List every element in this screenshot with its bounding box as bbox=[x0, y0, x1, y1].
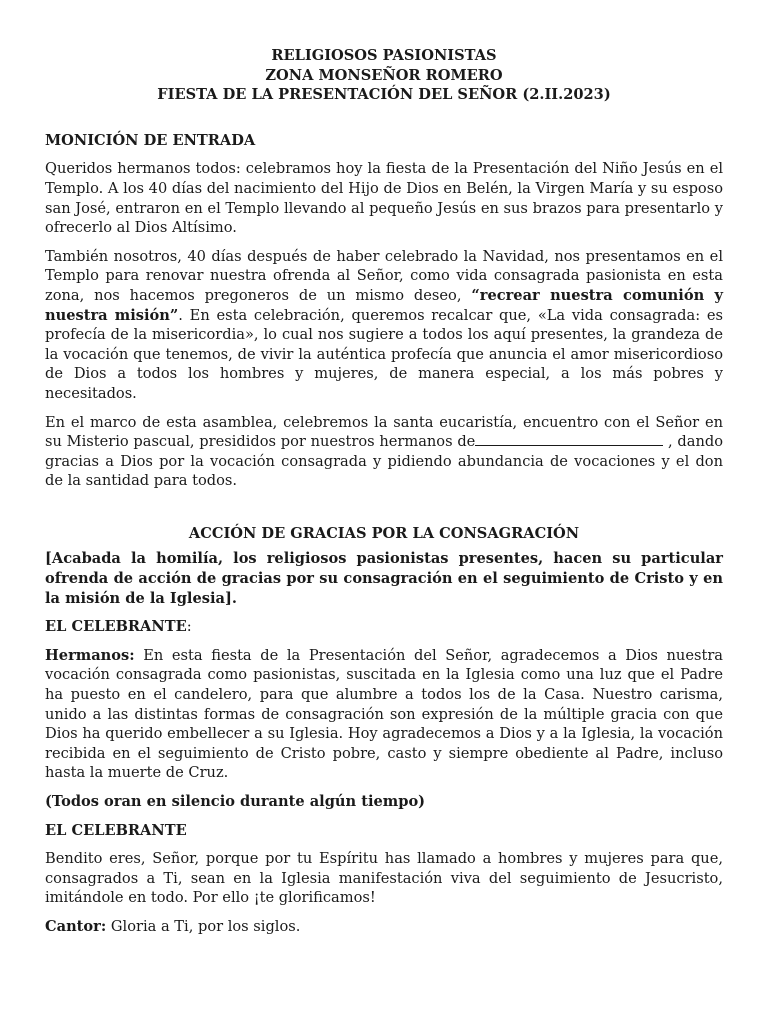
header-line-2: ZONA MONSEÑOR ROMERO bbox=[265, 66, 503, 84]
header-line-1: RELIGIOSOS PASIONISTAS bbox=[271, 47, 497, 64]
paragraph-tambien-rest: . En esta celebración, queremos recalcar que, «La vida consagrada: es profecía de la misericordia», lo cual nos sugiere a todos los aquí presentes, la grandeza de la vocación que tenemos, de vivir la auténtica profecía que anuncia el amor misericordioso de Dios a todos los hombres y mujeres, de manera especial, a los más pobres y necesitados. bbox=[45, 306, 723, 402]
paragraph-tambien-text: También nosotros, 40 días después de haber celebrado la Navidad, nos presentamos en el Templo para renovar nuestra ofrenda al Señor, como vida consagrada pasionista en esta zona, nos hacemos pregoneros de un mismo deseo, bbox=[45, 247, 723, 304]
section-title-accion-de-gracias: ACCIÓN DE GRACIAS POR LA CONSAGRACIÓN bbox=[188, 524, 580, 542]
document-header bbox=[45, 46, 723, 105]
paragraph-bendito: Bendito eres, Señor, porque por tu Espíritu has llamado a hombres y mujeres para que, consagrados a Ti, sean en la Iglesia manifestación viva del seguimiento de Jesucristo, imitándole en todo. Por ello ¡te glorificamos! bbox=[45, 850, 723, 907]
paragraph-asamblea bbox=[45, 413, 723, 491]
fill-in-blank-line[interactable] bbox=[475, 432, 663, 446]
celebrante-heading-2: EL CELEBRANTE bbox=[45, 821, 187, 839]
celebrante-heading-1 bbox=[45, 617, 723, 637]
paragraph-hermanos bbox=[45, 646, 723, 783]
rubric-silence: (Todos oran en silencio durante algún tiempo) bbox=[45, 793, 426, 810]
rubric-instruction: [Acabada la homilía, los religiosos pasionistas presentes, hacen su particular ofrenda de acción de gracias por su consagración en el seguimiento de Cristo y en la misión de la Iglesia]. bbox=[45, 550, 723, 607]
celebrante-label-1: EL CELEBRANTE bbox=[45, 618, 187, 636]
motto-bold: “recrear nuestra comunión y nuestra misión” bbox=[45, 286, 723, 324]
paragraph-tambien bbox=[45, 247, 723, 404]
header-line-3: FIESTA DE LA PRESENTACIÓN DEL SEÑOR (2.II.2023) bbox=[157, 86, 611, 104]
paragraph-cantor bbox=[45, 917, 723, 937]
hermanos-label: Hermanos: bbox=[45, 646, 135, 664]
paragraph-asamblea-rest: , dando gracias a Dios por la vocación consagrada y pidiendo abundancia de vocaciones y el don de la santidad para todos. bbox=[45, 433, 723, 490]
paragraph-intro: Queridos hermanos todos: celebramos hoy la fiesta de la Presentación del Niño Jesús en el Templo. A los 40 días del nacimiento del Hijo de Dios en Belén, la Virgen María y su esposo san José, entraron en el Templo llevando al pequeño Jesús en sus brazos para presentarlo y ofrecerlo al Dios Altísimo. bbox=[45, 160, 723, 237]
paragraph-asamblea-text: En el marco de esta asamblea, celebremos la santa eucaristía, encuentro con el Señor en su Misterio pascual, presididos por nuestros hermanos de bbox=[45, 413, 723, 451]
celebrante-colon: : bbox=[186, 618, 192, 636]
cantor-text: Gloria a Ti, por los siglos. bbox=[106, 917, 301, 935]
hermanos-text: En esta fiesta de la Presentación del Señor, agradecemos a Dios nuestra vocación consagrada como pasionistas, suscitada en la Iglesia como una luz que el Padre ha puesto en el candelero, para que alumbre a todos los de la Casa. Nuestro carisma, unido a las distintas formas de consagración son expresión de la múltiple gracia con que Dios ha querido embellecer a su Iglesia. Hoy agradecemos a Dios y a la Iglesia, la vocación recibida en el seguimiento de Cristo pobre, casto y siempre obediente al Padre, incluso hasta la muerte de Cruz. bbox=[45, 646, 723, 782]
section-title-monicion: MONICIÓN DE ENTRADA bbox=[45, 131, 256, 149]
cantor-label: Cantor: bbox=[45, 917, 107, 935]
